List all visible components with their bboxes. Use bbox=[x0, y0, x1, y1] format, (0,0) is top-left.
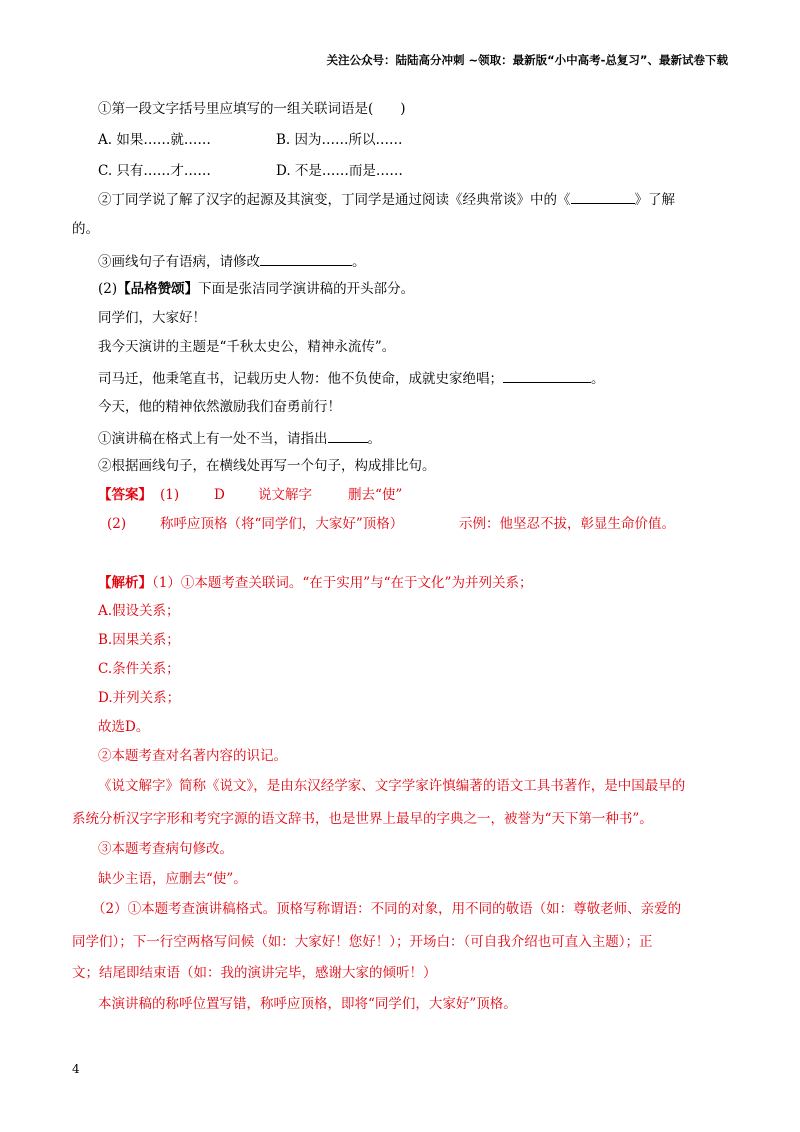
analysis-format-line3: 文；结尾即结束语（如：我的演讲完毕，感谢大家的倾听！） bbox=[72, 965, 437, 981]
q1-sub2-continued: 的。 bbox=[72, 221, 99, 237]
speech-sima bbox=[98, 368, 605, 388]
q2-number: (2) bbox=[98, 281, 118, 297]
speech-sima-post: 。 bbox=[591, 371, 605, 387]
q2-intro bbox=[98, 280, 414, 298]
answer-2-a: 称呼应顶格（将“同学们，大家好”顶格） bbox=[160, 516, 404, 532]
answer-1-a: D bbox=[214, 487, 225, 503]
analysis-q2-head: ②本题考查对名著内容的识记。 bbox=[98, 748, 287, 764]
answer-1-b: 说文解字 bbox=[258, 487, 312, 503]
q2-sub1-post: 。 bbox=[367, 431, 381, 447]
analysis-option-a: A.假设关系； bbox=[98, 603, 180, 619]
answer-2-b: 示例：他坚忍不拔，彰显生命价值。 bbox=[459, 516, 675, 532]
option-d: D. 不是……而是…… bbox=[276, 163, 403, 179]
analysis-first-text: （1）①本题考查关联词。“在于实用”与“在于文化”为并列关系； bbox=[152, 575, 533, 591]
analysis-format-line4: 本演讲稿的称呼位置写错，称呼应顶格，即将“同学们，大家好”顶格。 bbox=[98, 996, 517, 1012]
speech-theme: 我今天演讲的主题是“千秋太史公，精神永流传”。 bbox=[98, 339, 396, 355]
analysis-book-line1: 《说文解字》简称《说文》，是由东汉经学家、文字学家许慎编著的语文工具书著作，是中国最早的 bbox=[98, 778, 686, 794]
q1-sub3-post: 。 bbox=[352, 254, 366, 270]
analysis-option-b: B.因果关系； bbox=[98, 632, 180, 648]
option-b: B. 因为……所以…… bbox=[276, 132, 403, 148]
answer-1-number: (1) bbox=[160, 487, 180, 503]
q2-intro-text: 下面是张洁同学演讲稿的开头部分。 bbox=[198, 281, 415, 297]
analysis-option-c: C.条件关系； bbox=[98, 661, 180, 677]
q2-tag: 【品格赞颂】 bbox=[117, 281, 199, 297]
answer-blank bbox=[571, 189, 635, 204]
speech-greeting: 同学们，大家好！ bbox=[98, 310, 206, 326]
q2-sub1 bbox=[98, 428, 381, 448]
analysis-first bbox=[98, 574, 532, 592]
analysis-book-line2: 系统分析汉字字形和考究字源的语文辞书，也是世界上最早的字典之一，被誉为“天下第一种书”。 bbox=[72, 811, 653, 827]
answer-tag: 【答案】 bbox=[98, 487, 152, 503]
option-a: A. 如果……就…… bbox=[98, 132, 211, 148]
q2-sub2: ②根据画线句子，在横线处再写一个句子，构成排比句。 bbox=[98, 458, 436, 474]
option-c: C. 只有……才…… bbox=[98, 163, 211, 179]
q2-sub1-pre: ①演讲稿在格式上有一处不当，请指出 bbox=[98, 431, 328, 447]
analysis-q3-head: ③本题考查病句修改。 bbox=[98, 841, 233, 857]
analysis-format-line2: 同学们）；下一行空两格写问候（如：大家好！您好！）；开场白：（可自我介绍也可直入主题）；正 bbox=[72, 934, 653, 950]
q1-sub2-pre: ②丁同学说了解了汉字的起源及其演变，丁同学是通过阅读《经典常谈》中的《 bbox=[98, 192, 571, 208]
speech-sima-pre: 司马迁，他秉笔直书，记载历史人物：他不负使命，成就史家绝唱； bbox=[98, 371, 503, 387]
q1-sub3-pre: ③画线句子有语病，请修改 bbox=[98, 254, 260, 270]
analysis-q3-answer: 缺少主语，应删去“使”。 bbox=[98, 871, 247, 887]
q1-sub2 bbox=[98, 189, 675, 209]
speech-today: 今天，他的精神依然激励我们奋勇前行！ bbox=[98, 399, 341, 415]
analysis-choose: 故选D。 bbox=[98, 719, 150, 735]
page-number: 4 bbox=[72, 1062, 80, 1076]
answer-blank bbox=[503, 368, 591, 383]
analysis-format-line1: （2）①本题考查演讲稿格式。顶格写称谓语：不同的对象，用不同的敬语（如：尊敬老师、亲爱的 bbox=[92, 901, 682, 917]
answer-blank bbox=[328, 428, 368, 443]
analysis-tag: 【解析】 bbox=[98, 575, 152, 591]
analysis-option-d: D.并列关系； bbox=[98, 690, 181, 706]
q1-sub2-post: 》了解 bbox=[634, 192, 675, 208]
q1-sub3 bbox=[98, 251, 366, 271]
answer-1-c: 删去“使” bbox=[348, 487, 403, 503]
page-header: 关注公众号：陆陆高分冲刺 ~领取：最新版“小中高考-总复习”、最新试卷下载 bbox=[326, 53, 728, 67]
q1-prompt: ①第一段文字括号里应填写的一组关联词语是( ) bbox=[98, 101, 406, 117]
answer-blank bbox=[260, 251, 352, 266]
answer-2-number: (2) bbox=[107, 516, 127, 532]
